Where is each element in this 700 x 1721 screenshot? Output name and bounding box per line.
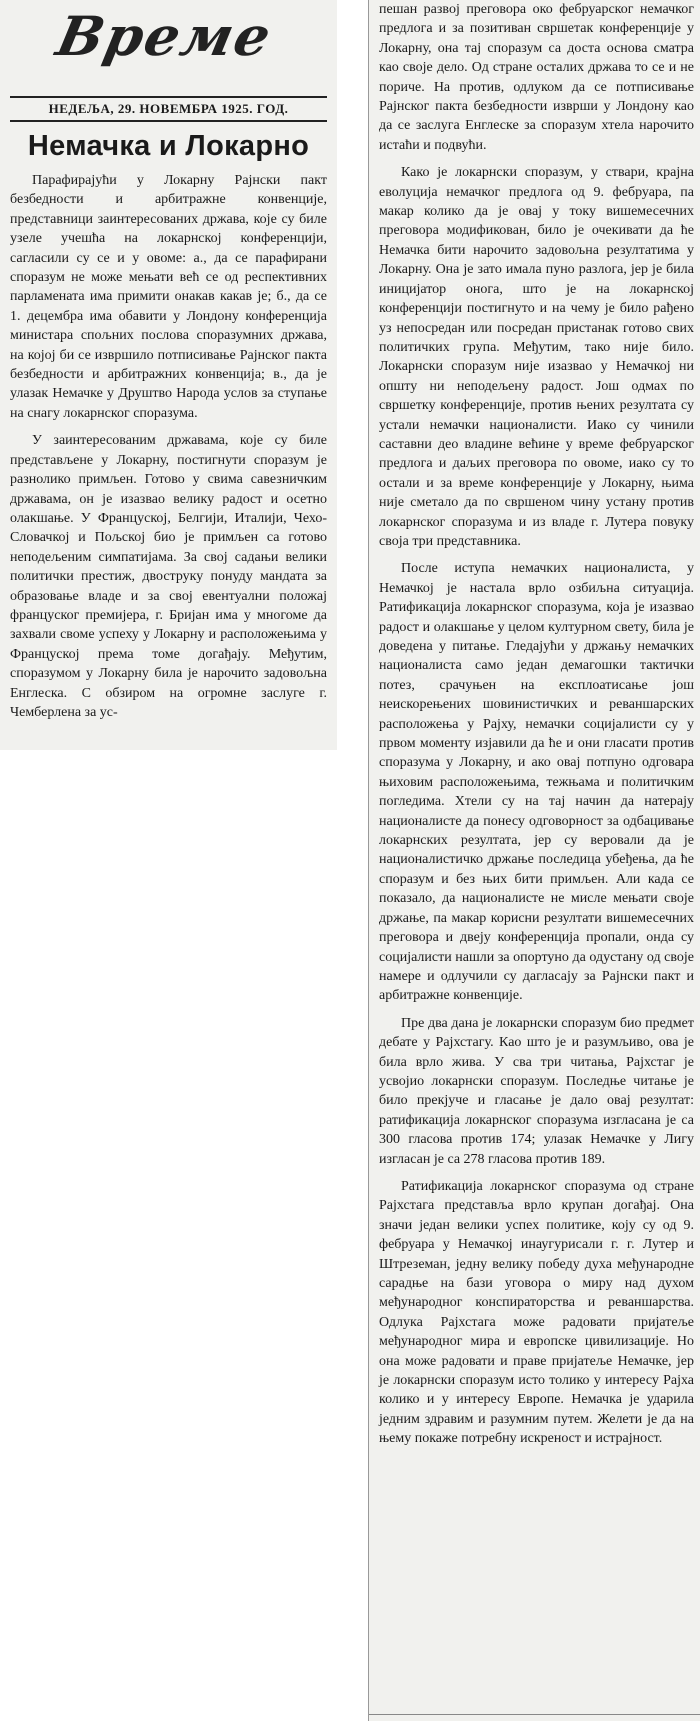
dateline: НЕДЕЉА, 29. НОВЕМБРА 1925. ГОД. — [10, 96, 327, 122]
paragraph: У заинтересованим државама, које су биле представљене у Локарну, постигнути споразум је разнолико примљен. Готово у свима савезничким државама, он је изазвао велику радост и осетно олакшање. У Француској, Белгији, Италији, Чехо-Словачкој и Пољској био је примљен са готово неподељеним симпатијама. За свој садањи велики политички престиж, двоструку понуду мандата за образовање владе и за свој евентуални положај француског премијера, г. Бријан има у многоме да захвали своме успеху у Локарну и расположењима у Француској према томе догађају. Међутим, споразумом у Локарну била је нарочито задовољна Енглеска. С обзиром на огромне заслуге г. Чемберлена за ус- — [10, 433, 327, 720]
masthead — [10, 0, 327, 96]
right-column-clipping — [368, 0, 700, 1721]
left-column-clipping — [0, 0, 337, 750]
article-headline: Немачка и Локарно — [27, 130, 310, 162]
paragraph: Како је локарнски споразум, у ствари, крајна еволуција немачког предлога од 9. фебруара, па макар колико да је овај у току вишемесечних преговора модификован, било је очекивати да ће Немачка бити нарочито задовољна резултатима у Локарну. Она је зато имала пуно разлога, јер је била иницијатор онога, што је на локарнској конференцији постигнуто и на чему је било рађено уз непосредан или посредан пристанак готово свих политичких група. Међутим, тако није било. Локарнски споразум није изазвао у Немачкој ни општу ни неподељену радост. Још одмах по свршетку конференције, против њених резултата су устали немачки националисти. Иако су чинили саставни део владине већине у време фебруарског предлога и даљих преговора по овоме, иако су то остали и за време конференције у Локарну, њима није сметало да по свршеном чину устану против локарнског споразума и из владе г. Лутера повуку своја три представника. — [379, 165, 694, 549]
paragraph: Парафирајући у Локарну Рајнски пакт безбедности и арбитражне конвенције, представници заинтересованих држава, које су биле узеле учешћа на локарнској конференцији, сагласили су се и у овоме: а., да се парафирани споразум не може мењати већ се од респективних парламената има примити онакав какав је; б., да се 1. децембра има обавити у Лондону конференција министара спољних послова споразумних држава, на којој би се извршило потписивање Рајнског пакта безбедности и арбитражних конвенција; в., да је улазак Немачке у Друштво Народа услов за ступање на снагу локарнског споразума. — [10, 173, 327, 421]
paragraph: После иступа немачких националиста, у Немачкој је настала врло озбиљна ситуација. Ратификација локарнског споразума, која је изазвао радост и олакшање у целом културном свету, била је доведена у питање. Гледајући у држању немачких националиста само један демагошки тактички потез, срачуњен на експлоатисање још неискорењених шовинистичких и реваншарских расположења у Рајху, немачки социјалисти су у првом моменту изјавили да ће и они гласати против споразума у Локарну, и ако овај потпуно одговара њиховим расположењима, тежњама и политичким погледима. Хтели су на тај начин да натерају националисте да понесу одговорност за одбацивање локарнских резултата, јер су веровали да је националистичко држање последица убеђења, да ће споразум и без њих бити примљен. Али када се показало, да националисте не мисле мењати своје држање, па макар корисни резултати вишемесечних преговора и двеју конференција пропали, онда су социјалисти нашли за опортуно да одустану од своје намере и одлучили су дагласају за Рајнски пакт и арбитражне конвенције. — [379, 561, 694, 1004]
bottom-rule — [369, 1714, 700, 1715]
paragraph: Пре два дана је локарнски споразум био предмет дебате у Рајхстагу. Као што је и разумљиво, ова је била врло жива. У сва три читања, Рајхстаг је усвојио локарнски споразум. Последње читање је било прекјуче и гласање је дало овај резултат: ратификација локарнског споразума изгласана је са 300 гласова против 174; улазак Немачке у Лигу изгласан је са 278 гласова против 189. — [379, 1015, 694, 1167]
paragraph: пешан развој преговора око фебруарског немачког предлога и за позитиван свршетак конференције у Локарну, она тај споразум са доста основа сматра као своје дело. Од стране осталих држава то се и не пориче. На против, одлуком да се потписивање Рајнског пакта безбедности изврши у Лондону као да се заслуга Енглеске за споразум хтела нарочито истаћи и подвући. — [379, 2, 694, 153]
paragraph: Ратификација локарнског споразума од стране Рајхстага представља врло крупан догађај. Она значи један велики успех политике, коју су од 9. фебруара у Немачкој инаугурисали г. г. Лутер и Штреземан, једну велику победу духа међународне сарадње на бази уговора о миру над духом међународног конспираторства и реваншарства. Одлука Рајхстага може радовати пријатеље међународног мира и европске цивилизације. Но она може радовати и праве пријатеље Немачке, јер је локарнски споразум исто толико у интересу Рајха колико и у интересу Европе. Немачка је ударила једним здравим и разумним путем. Желети је да на њему покаже потребну искреност и истрајност. — [379, 1178, 694, 1447]
newspaper-logo: Време — [51, 4, 279, 68]
